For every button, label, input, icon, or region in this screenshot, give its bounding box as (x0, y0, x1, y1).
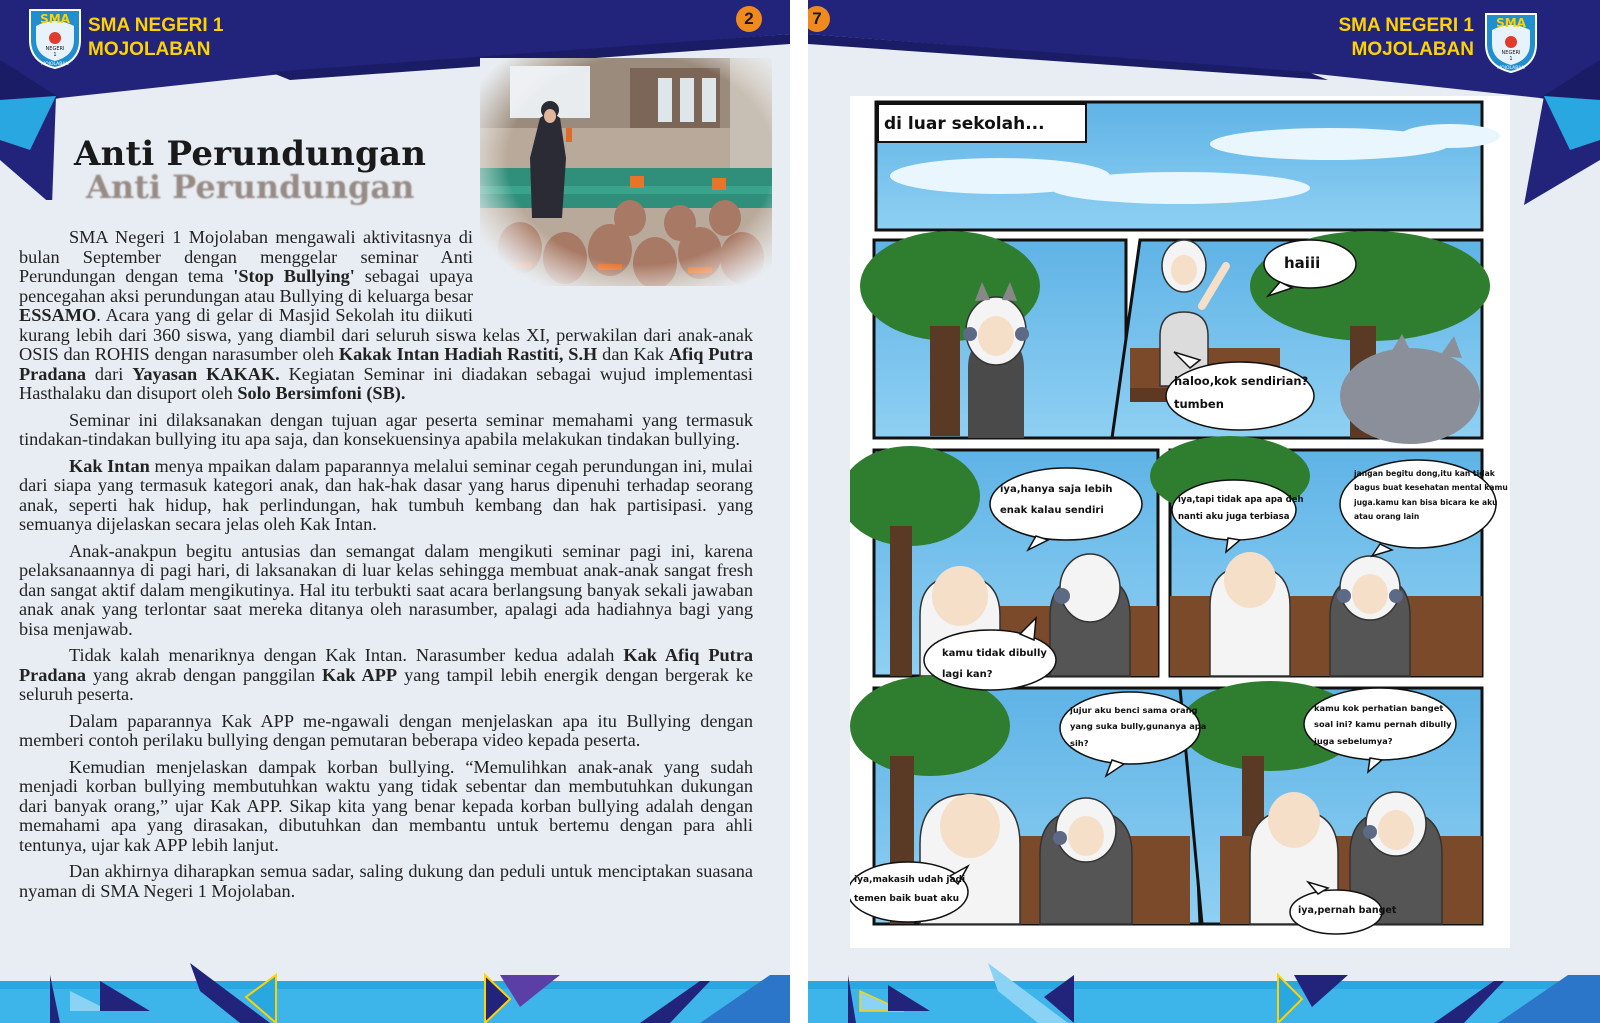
p5-text-3: yang tampil lebih energik dengan bergerak ke seluruh peserta. (19, 664, 754, 704)
right-page (808, 0, 1600, 1023)
p1-bold-2: ESSAMO (19, 305, 97, 325)
paragraph-4: Anak-anakpun begitu antusias dan semangat dalam mengikuti seminar pagi ini, karena pelaksanaannya di pagi hari, di laksanakan di luar kelas sehingga membuat anak-anak sangat fresh dan sangat aktif dalam mengikutinya. Hal itu terbukti saat acara berlangsung banyak sekali jawaban anak anak yang terlontar saat mereka ditanya oleh narasumber, apalagi ada hadiahnya bagi yang bisa menjawab. (19, 540, 753, 639)
bubble-haloo (1174, 373, 1308, 414)
bubble-jujur-line1: jujur aku benci sama orang (1070, 705, 1198, 715)
p3-text-1: menya mpaikan dalam paparannya melalui seminar cegah perundungan ini, mulai dari siapa yang termasuk kategori anak, dan hak-hak dasar yang harus dipenuhi terhadap seorang anak, seperti hak hidup, hak perlindungan, hak tumbuh kembang dan hak partisipasi. yang semuanya dijelaskan secara jelas oleh Kak Intan. (19, 455, 753, 534)
bubble-makasih (854, 874, 965, 906)
right-header (808, 0, 1600, 96)
left-footer-shapes (0, 961, 790, 1023)
right-footer-shapes (808, 961, 1600, 1023)
school-name (88, 14, 224, 62)
school-name-line1: SMA NEGERI 1 (88, 15, 224, 36)
page-number: 7 (808, 6, 830, 32)
bubble-haiii: haiii (1284, 254, 1321, 272)
school-logo (28, 6, 82, 70)
school-name (1328, 14, 1474, 62)
bubble-jangan (1354, 468, 1508, 523)
bubble-iya (1000, 482, 1113, 518)
p1-text-6: Kegiatan Seminar ini diadakan sebagai wujud implementasi Hasthalaku dan disuport oleh (19, 363, 753, 403)
p1-text-3: . Acara yang di gelar di Masjid Sekolah itu diikuti kurang lebih dari 360 siswa, yang diambil dari seluruh siswa kelas XI, perwakilan dari anak-anak OSIS dan ROHIS dengan narasumber oleh (19, 305, 753, 364)
bubble-makasih-line1: iya,makasih udah jadi (854, 875, 966, 885)
p1-bold-5: Yayasan KAKAK. (132, 363, 280, 384)
bubble-tapi (1178, 494, 1304, 524)
article-title: Anti Perundungan (74, 134, 427, 174)
school-name-line1: SMA NEGERI 1 (1338, 15, 1474, 36)
bubble-makasih-line2: temen baik buat aku (854, 893, 959, 904)
bubble-jujur-line2: yang suka bully,gunanya apa (1070, 721, 1207, 732)
p5-text-1: Tidak kalah menariknya dengan Kak Intan. Narasumber kedua adalah (69, 645, 624, 665)
p1-bold-3: Kakak Intan Hadiah Rastiti, S.H (338, 344, 598, 364)
article-title-shadow: Anti Perundungan (86, 168, 415, 206)
right-footer (808, 961, 1600, 1023)
p1-text-2: sebagai upaya pencegahan aksi perundungan atau Bullying di keluarga besar (19, 266, 474, 306)
logo-text-bottom: MOJOLABAN (41, 62, 69, 67)
paragraph-6: Dalam paparannya Kak APP me-ngawali dengan menjelaskan apa itu Bullying dengan memberi contoh perilaku bullying dengan pemutaran beberapa video kepada peserta. (19, 710, 753, 750)
school-logo (1484, 10, 1538, 74)
p5-bold-1: Kak Afiq Putra Pradana (19, 645, 753, 685)
comic-caption: di luar sekolah... (884, 114, 1045, 134)
bubble-jangan-line1: jangan begitu dong,itu kan tidak (1354, 469, 1495, 478)
bubble-tapi-line2: nanti aku juga terbiasa (1178, 511, 1290, 522)
school-name-line2: MOJOLABAN (1351, 39, 1474, 60)
logo-text-mid: NEGERI (45, 46, 65, 52)
article-body (19, 228, 753, 908)
left-page (0, 0, 790, 1023)
logo-text-bottom: MOJOLABAN (1497, 66, 1525, 71)
bubble-kamu-line1: kamu tidak dibully (942, 648, 1047, 659)
bubble-jangan-line2: bagus buat kesehatan mental kamu (1354, 483, 1508, 493)
logo-text-top: SMA (1496, 16, 1526, 30)
logo-text-num: 1 (53, 52, 57, 58)
bubble-iya-line2: enak kalau sendiri (1000, 505, 1104, 516)
paragraph-5 (19, 646, 753, 705)
page-number: 2 (736, 6, 762, 32)
bubble-jangan-line4: atau orang lain (1354, 512, 1420, 522)
panel-2 (860, 231, 1126, 438)
logo-text-top: SMA (40, 12, 70, 26)
photo-spacer (473, 228, 753, 312)
bubble-kamu-line2: lagi kan? (942, 669, 993, 680)
bubble-tapi-line1: iya,tapi tidak apa apa deh (1178, 495, 1304, 505)
p1-text-1: SMA Negeri 1 Mojolaban mengawali aktivitasnya di bulan September dengan menggelar seminar Anti Perundungan dengan tema (19, 227, 473, 286)
p1-text-4: dan Kak (597, 344, 669, 364)
bubble-haloo-line1: haloo,kok sendirian? (1174, 374, 1309, 388)
bubble-iya-line1: iya,hanya saja lebih (1000, 484, 1113, 495)
p1-bold-1: 'Stop Bullying' (233, 266, 355, 286)
bubble-jangan-line3: juga.kamu kan bisa bicara ke aku (1354, 497, 1498, 507)
bubble-pernah: iya,pernah banget (1298, 905, 1397, 916)
paragraph-7: Kemudian menjelaskan dampak korban bullying. “Memulihkan anak-anak yang sudah menjadi korban bullying membutuhkan waktu yang tidak sebentar dan membutuhkan dukungan dari banyak orang,” ujar Kak APP. Sikap kita yang benar kepada korban bullying adalah dengan memahami apa yang dirasakan, dibutuhkan dan membantu untuk bertemu dengan para ahli tentunya, ujar kak APP lebih lanjut. (19, 756, 753, 855)
bubble-jujur-line3: sih? (1070, 737, 1089, 748)
bubble-kok-line1: kamu kok perhatian banget (1314, 703, 1444, 713)
p1-bold-4: Afiq Putra Pradana (19, 344, 753, 384)
bubble-kamu (942, 646, 1047, 682)
left-footer (0, 961, 790, 1023)
bubble-haloo-line2: tumben (1174, 397, 1224, 412)
p1-bold-6: Solo Bersimfoni (SB). (237, 383, 406, 403)
bubble-jujur (1070, 704, 1206, 749)
p5-text-2: yang akrab dengan panggilan (86, 664, 323, 685)
p1-text-5: dari (86, 363, 133, 384)
comic-strip (850, 96, 1510, 948)
p3-bold-1: Kak Intan (69, 455, 150, 476)
paragraph-2: Seminar ini dilaksanakan dengan tujuan agar peserta seminar memahami yang termasuk tindakan-tindakan bullying itu apa saja, dan konsekuensinya apabila melakukan tindakan bullying. (19, 409, 753, 449)
paragraph-8: Dan akhirnya diharapkan semua sadar, saling dukung dan peduli untuk menciptakan suasana nyaman di SMA Negeri 1 Mojolaban. (19, 861, 753, 901)
page-gutter (790, 0, 808, 1023)
school-name-line2: MOJOLABAN (88, 39, 211, 60)
bubble-kok-line2: soal ini? kamu pernah dibully (1314, 719, 1452, 730)
logo-text-num: 1 (1509, 56, 1513, 62)
logo-text-mid: NEGERI (1501, 50, 1521, 56)
bubble-kok-line3: juga sebelumya? (1314, 735, 1393, 746)
p5-bold-2: Kak APP (322, 664, 398, 685)
paragraph-3 (19, 457, 753, 535)
bubble-kok (1314, 702, 1452, 747)
